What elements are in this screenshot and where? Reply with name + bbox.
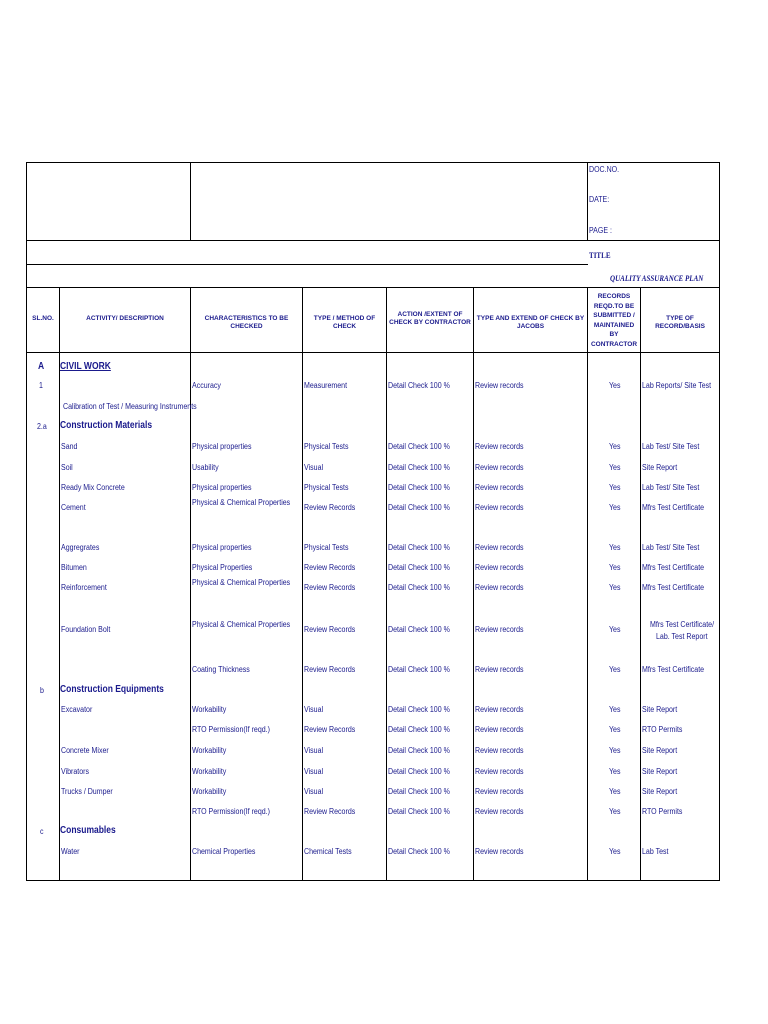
section-civil-work: CIVIL WORK — [60, 361, 111, 372]
section-consumables: Consumables — [60, 825, 116, 836]
cell-characteristics: Physical properties — [192, 543, 252, 552]
cell-basis: Lab Test/ Site Test — [642, 543, 700, 552]
section-construction-equipments: Construction Equipments — [60, 684, 164, 695]
cell-action: Detail Check 100 % — [388, 625, 450, 634]
cell-method: Review Records — [304, 665, 356, 674]
cell-jacobs: Review records — [475, 705, 524, 714]
cell-records: Yes — [609, 705, 621, 714]
cell-jacobs: Review records — [475, 503, 524, 512]
cell-action: Detail Check 100 % — [388, 705, 450, 714]
cell-records: Yes — [609, 463, 621, 472]
cell-activity: Soil — [61, 463, 73, 472]
cell-records: Yes — [609, 563, 621, 572]
cell-characteristics: Physical properties — [192, 483, 252, 492]
cell-basis: Lab Reports/ Site Test — [642, 381, 712, 390]
cell-basis: RTO Permits — [642, 725, 683, 734]
cell-method: Visual — [304, 463, 324, 472]
cell-action: Detail Check 100 % — [388, 787, 450, 796]
cell-action: Detail Check 100 % — [388, 847, 450, 856]
col-header-activity: ACTIVITY/ DESCRIPTION — [86, 315, 164, 322]
doc-no-label: DOC.NO. — [589, 165, 620, 174]
col-header-records: RECORDS REQD.TO BE SUBMITTED / MAINTAINED BY CONTRACTOR — [590, 293, 638, 348]
cell-action: Detail Check 100 % — [388, 543, 450, 552]
cell-action: Detail Check 100 % — [388, 442, 450, 451]
cell-jacobs: Review records — [475, 625, 524, 634]
cell-action: Detail Check 100 % — [388, 583, 450, 592]
cell-action: Detail Check 100 % — [388, 563, 450, 572]
cell-characteristics: Workability — [192, 746, 227, 755]
cell-records: Yes — [609, 746, 621, 755]
cell-records: Yes — [609, 483, 621, 492]
cell-characteristics: Accuracy — [192, 381, 221, 390]
col-header-method: TYPE / METHOD OF CHECK — [313, 315, 376, 330]
cell-jacobs: Review records — [475, 483, 524, 492]
cell-records: Yes — [609, 625, 621, 634]
cell-jacobs: Review records — [475, 746, 524, 755]
col-header-jacobs: TYPE AND EXTEND OF CHECK BY JACOBS — [476, 315, 585, 330]
bolt-basis-line2: Lab. Test Report — [656, 632, 708, 641]
col-header-slno: SL.NO. — [32, 315, 54, 322]
cell-method: Visual — [304, 767, 324, 776]
cell-activity: Vibrators — [61, 767, 90, 776]
col-header-characteristics: CHARACTERISTICS TO BE CHECKED — [204, 315, 289, 330]
cell-characteristics: Workability — [192, 767, 227, 776]
cell-activity: Foundation Bolt — [61, 625, 111, 634]
item-number-b: b — [40, 686, 44, 695]
cell-jacobs: Review records — [475, 725, 524, 734]
cell-action: Detail Check 100 % — [388, 746, 450, 755]
section-a-number: A — [38, 361, 45, 372]
cell-activity: Trucks / Dumper — [61, 787, 113, 796]
cell-action: Detail Check 100 % — [388, 767, 450, 776]
cell-characteristics: Chemical Properties — [192, 847, 256, 856]
cell-jacobs: Review records — [475, 665, 524, 674]
cell-jacobs: Review records — [475, 807, 524, 816]
cell-method: Chemical Tests — [304, 847, 352, 856]
cell-jacobs: Review records — [475, 442, 524, 451]
cell-activity: Sand — [61, 442, 78, 451]
cell-method: Review Records — [304, 625, 356, 634]
cell-basis: Mfrs Test Certificate — [642, 665, 705, 674]
item-number-1: 1 — [39, 381, 43, 390]
cell-jacobs: Review records — [475, 463, 524, 472]
cell-records: Yes — [609, 442, 621, 451]
cell-activity: Excavator — [61, 705, 93, 714]
cell-basis: Site Report — [642, 463, 678, 472]
page-label: PAGE : — [589, 226, 612, 235]
title-label: TITLE — [589, 251, 611, 260]
date-label: DATE: — [589, 195, 610, 204]
cell-records: Yes — [609, 725, 621, 734]
cell-records: Yes — [609, 767, 621, 776]
cell-basis: RTO Permits — [642, 807, 683, 816]
cell-basis: Site Report — [642, 787, 678, 796]
cell-basis: Site Report — [642, 746, 678, 755]
cell-jacobs: Review records — [475, 543, 524, 552]
cell-records: Yes — [609, 583, 621, 592]
cell-activity: Cement — [61, 503, 86, 512]
cell-method: Review Records — [304, 503, 356, 512]
cell-action: Detail Check 100 % — [388, 503, 450, 512]
item-number-c: c — [40, 827, 44, 836]
cell-method: Physical Tests — [304, 483, 349, 492]
cell-records: Yes — [609, 787, 621, 796]
cell-action: Detail Check 100 % — [388, 483, 450, 492]
cell-jacobs: Review records — [475, 847, 524, 856]
cell-action: Detail Check 100 % — [388, 381, 450, 390]
cell-basis: Lab Test — [642, 847, 669, 856]
item-number-2a: 2.a — [37, 422, 47, 431]
col-header-action: ACTION /EXTENT OF CHECK BY CONTRACTOR — [389, 311, 471, 326]
cell-activity: Water — [61, 847, 80, 856]
cell-activity: Ready Mix Concrete — [61, 483, 125, 492]
cell-action: Detail Check 100 % — [388, 725, 450, 734]
cell-activity: Reinforcement — [61, 583, 107, 592]
cell-records: Yes — [609, 847, 621, 856]
cell-jacobs: Review records — [475, 583, 524, 592]
cell-basis: Lab Test/ Site Test — [642, 442, 700, 451]
cell-characteristics: Physical properties — [192, 442, 252, 451]
cell-basis: Site Report — [642, 705, 678, 714]
cell-activity: Bitumen — [61, 563, 87, 572]
cell-method: Physical Tests — [304, 543, 349, 552]
cell-characteristics: Coating Thickness — [192, 665, 250, 674]
cell-jacobs: Review records — [475, 787, 524, 796]
cell-characteristics: Physical Properties — [192, 563, 253, 572]
col-header-basis: TYPE OF RECORD/BASIS — [655, 315, 705, 330]
cell-basis: Mfrs Test Certificate — [642, 503, 705, 512]
cell-basis: Site Report — [642, 767, 678, 776]
cell-basis: Mfrs Test Certificate — [642, 563, 705, 572]
cell-records: Yes — [609, 503, 621, 512]
cell-method: Visual — [304, 787, 324, 796]
cell-method: Physical Tests — [304, 442, 349, 451]
calibration-label: Calibration of Test / Measuring Instruments — [63, 402, 197, 411]
cell-jacobs: Review records — [475, 767, 524, 776]
cell-characteristics: RTO Permission(If reqd.) — [192, 725, 270, 734]
cell-method: Review Records — [304, 807, 356, 816]
reinforcement-characteristics: Physical & Chemical Properties — [192, 578, 291, 587]
cell-method: Measurement — [304, 381, 348, 390]
cell-activity: Concrete Mixer — [61, 746, 109, 755]
cell-characteristics: RTO Permission(If reqd.) — [192, 807, 270, 816]
cell-method: Visual — [304, 705, 324, 714]
cell-records: Yes — [609, 807, 621, 816]
cell-jacobs: Review records — [475, 381, 524, 390]
cell-characteristics: Workability — [192, 705, 227, 714]
cell-action: Detail Check 100 % — [388, 463, 450, 472]
cell-records: Yes — [609, 381, 621, 390]
cell-characteristics: Usability — [192, 463, 219, 472]
cell-activity: Aggregrates — [61, 543, 100, 552]
bolt-basis-line1: Mfrs Test Certificate/ — [650, 620, 715, 629]
plan-title: QUALITY ASSURANCE PLAN — [610, 274, 704, 283]
cell-method: Review Records — [304, 725, 356, 734]
cell-basis: Lab Test/ Site Test — [642, 483, 700, 492]
cell-basis: Mfrs Test Certificate — [642, 583, 705, 592]
cell-characteristics: Workability — [192, 787, 227, 796]
cell-method: Visual — [304, 746, 324, 755]
cell-records: Yes — [609, 543, 621, 552]
cell-jacobs: Review records — [475, 563, 524, 572]
cell-action: Detail Check 100 % — [388, 665, 450, 674]
cell-action: Detail Check 100 % — [388, 807, 450, 816]
cell-records: Yes — [609, 665, 621, 674]
cell-method: Review Records — [304, 583, 356, 592]
section-construction-materials: Construction Materials — [60, 420, 153, 431]
cement-characteristics: Physical & Chemical Properties — [192, 498, 291, 507]
cell-method: Review Records — [304, 563, 356, 572]
bolt-characteristics: Physical & Chemical Properties — [192, 620, 291, 629]
